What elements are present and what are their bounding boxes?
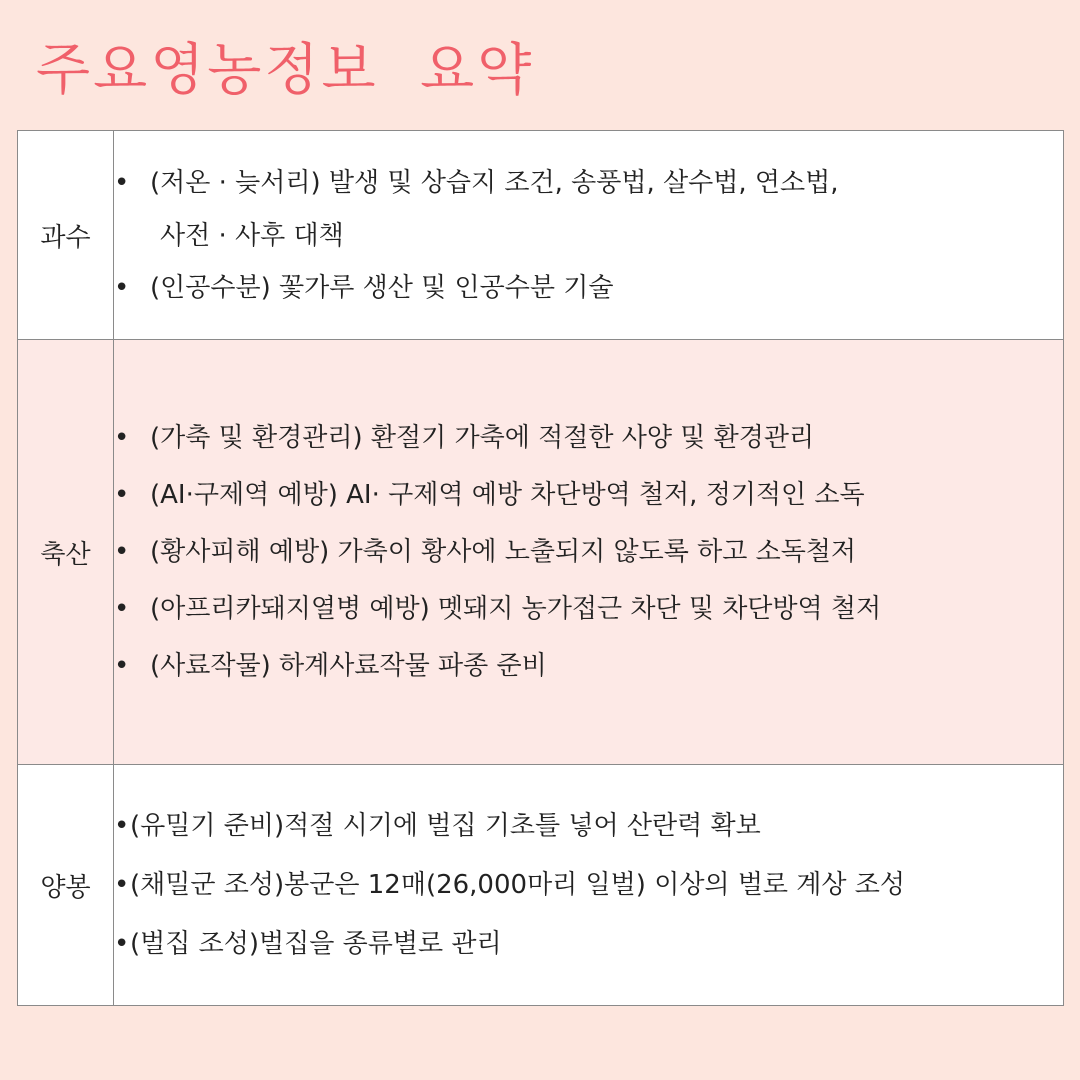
item-text: (사료작물) 하계사료작물 파종 준비: [150, 651, 547, 681]
bullet-icon: •: [114, 811, 130, 841]
bullet-icon: •: [114, 929, 130, 959]
list-item: [114, 272, 1063, 303]
content-cell: [114, 765, 1064, 1006]
list-item: [114, 813, 1063, 839]
page-title: 주요영농정보 요약: [36, 38, 535, 103]
section-row-beekeeping: [18, 765, 1064, 1006]
bullet-icon: •: [114, 594, 130, 624]
content-cell: [114, 340, 1064, 765]
item-text: (가축 및 환경관리) 환절기 가축에 적절한 사양 및 환경관리: [150, 423, 815, 453]
bullet-icon: •: [114, 272, 130, 303]
bullet-icon: •: [114, 870, 130, 900]
item-text: (황사피해 예방) 가축이 황사에 노출되지 않도록 하고 소독철저: [150, 537, 857, 567]
list-item: [114, 931, 1063, 957]
list-item: [114, 167, 1063, 251]
bullet-icon: •: [114, 537, 130, 567]
farming-info-table: [17, 130, 1064, 1006]
list-item: [114, 425, 1063, 451]
section-row-orchard: [18, 131, 1064, 340]
bullet-icon: •: [114, 423, 130, 453]
category-cell: 과수: [18, 131, 114, 340]
item-list: [114, 425, 1063, 679]
category-cell: 양봉: [18, 765, 114, 1006]
item-text: (유밀기 준비)적절 시기에 벌집 기초틀 넣어 산란력 확보: [130, 811, 761, 841]
item-text-continuation: 사전 · 사후 대책: [160, 220, 344, 251]
bullet-icon: •: [114, 651, 130, 681]
section-row-livestock: [18, 340, 1064, 765]
list-item: [114, 872, 1063, 898]
list-item: [114, 653, 1063, 679]
content-cell: [114, 131, 1064, 340]
list-item: [114, 539, 1063, 565]
item-text: (아프리카돼지열병 예방) 멧돼지 농가접근 차단 및 차단방역 철저: [150, 594, 882, 624]
item-text: (AI·구제역 예방) AI· 구제역 예방 차단방역 철저, 정기적인 소독: [150, 480, 865, 510]
item-text: (인공수분) 꽃가루 생산 및 인공수분 기술: [150, 272, 614, 303]
bullet-icon: •: [114, 480, 130, 510]
item-list: [114, 813, 1063, 957]
item-list: [114, 167, 1063, 303]
item-text: (채밀군 조성)봉군은 12매(26,000마리 일벌) 이상의 벌로 계상 조성: [130, 870, 906, 900]
item-text: (벌집 조성)벌집을 종류별로 관리: [130, 929, 502, 959]
list-item: [114, 482, 1063, 508]
item-text: (저온 · 늦서리) 발생 및 상습지 조건, 송풍법, 살수법, 연소법,: [150, 167, 839, 198]
category-cell: 축산: [18, 340, 114, 765]
list-item: [114, 596, 1063, 622]
bullet-icon: •: [114, 167, 130, 198]
